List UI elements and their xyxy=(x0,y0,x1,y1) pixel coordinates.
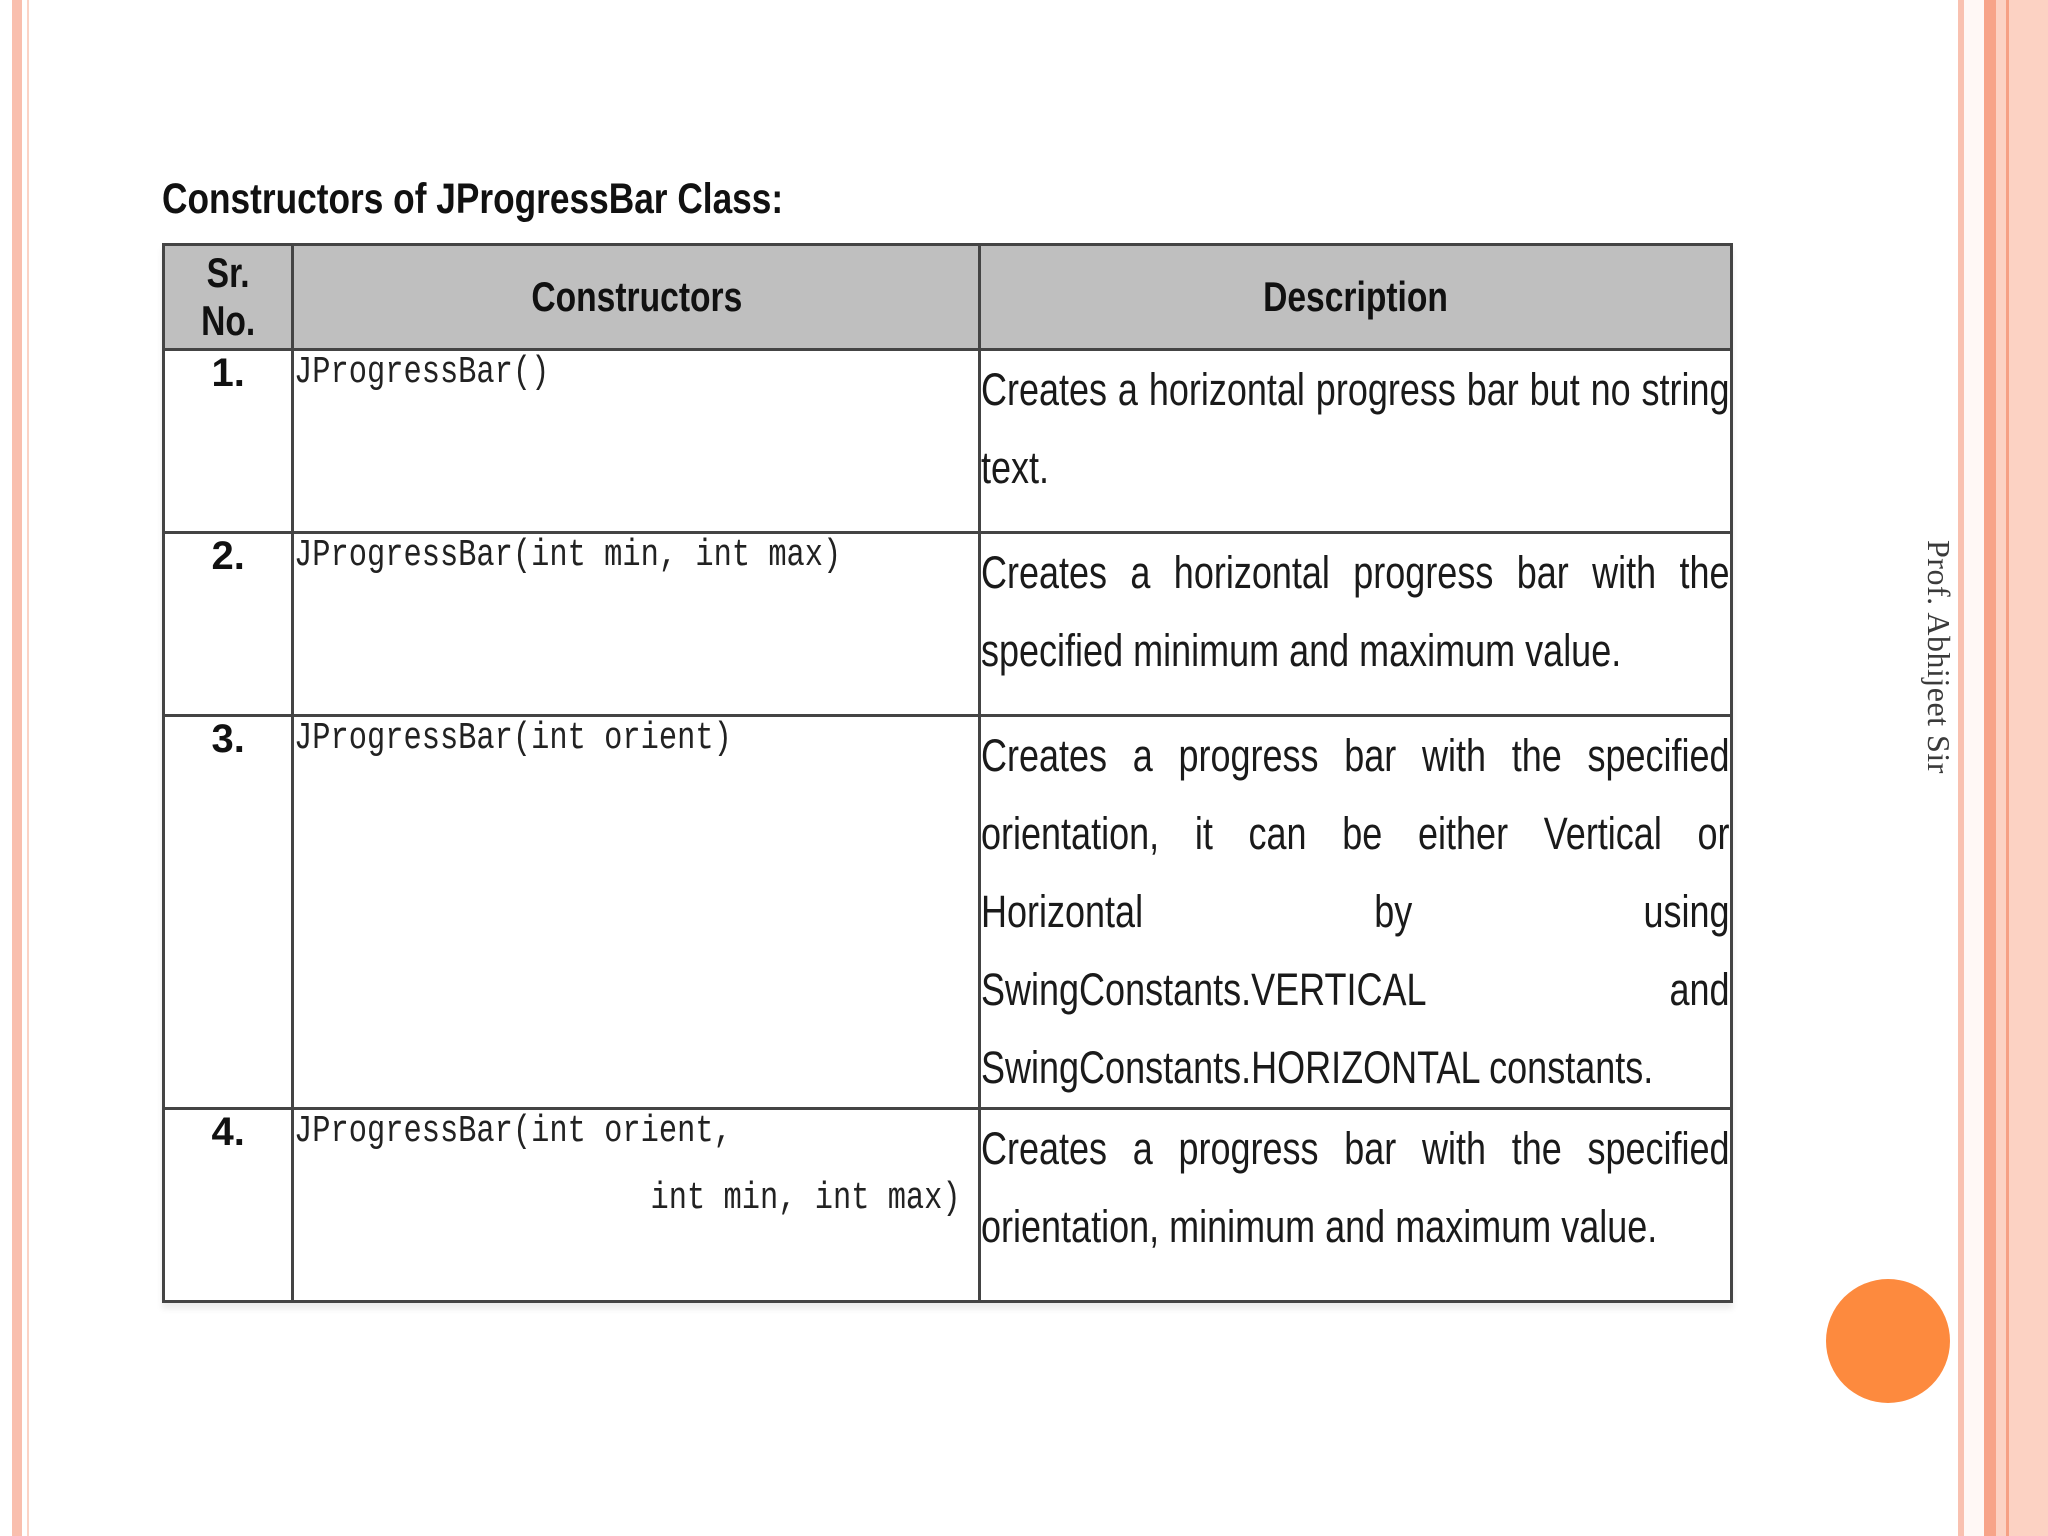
cell-constructor xyxy=(293,350,980,533)
table-row xyxy=(164,1109,1732,1302)
description-text: Creates a progress bar with the specified orientation, minimum and maximum value. xyxy=(981,1123,1730,1252)
header-constructors: Constructors xyxy=(293,245,980,350)
slide-border-right-band xyxy=(1984,0,1996,1536)
cell-sr-no: 2. xyxy=(164,533,293,716)
cell-constructor xyxy=(293,716,980,1109)
header-description: Description xyxy=(980,245,1732,350)
cell-sr-no: 4. xyxy=(164,1109,293,1302)
constructors-table xyxy=(162,243,1733,1303)
description-text: Creates a progress bar with the specified orientation, it can be either Vertical or Horizontal by using SwingConstants.VERTICAL and SwingConstants.HORIZONTAL constants. xyxy=(981,730,1730,1093)
cell-description xyxy=(980,533,1732,716)
slide-border-left-inner xyxy=(27,0,29,1536)
table-row xyxy=(164,716,1732,1109)
constructor-signature: JProgressBar(int orient, xyxy=(294,1110,733,1153)
orange-circle-decoration xyxy=(1826,1279,1950,1403)
constructor-signature: JProgressBar(int orient) xyxy=(294,717,733,760)
cell-sr-no: 1. xyxy=(164,350,293,533)
cell-description xyxy=(980,1109,1732,1302)
cell-sr-no: 3. xyxy=(164,716,293,1109)
author-side-label: Prof. Abhijeet Sir xyxy=(1921,540,1957,774)
header-sr-no: Sr. No. xyxy=(164,245,293,350)
table-row xyxy=(164,533,1732,716)
constructor-signature: JProgressBar() xyxy=(294,351,550,394)
constructor-signature-continued: int min, int max) xyxy=(650,1177,961,1220)
table-header-row xyxy=(164,245,1732,350)
slide-heading: Constructors of JProgressBar Class: xyxy=(162,175,784,223)
table-row xyxy=(164,350,1732,533)
description-text: Creates a horizontal progress bar with the specified minimum and maximum value. xyxy=(981,547,1730,676)
cell-constructor xyxy=(293,1109,980,1302)
slide-border-right-fill xyxy=(1996,0,2048,1536)
slide-border-left xyxy=(12,0,22,1536)
constructor-signature: JProgressBar(int min, int max) xyxy=(294,534,842,577)
cell-constructor xyxy=(293,533,980,716)
cell-description xyxy=(980,350,1732,533)
cell-description xyxy=(980,716,1732,1109)
slide-border-right-gap xyxy=(1964,0,1984,1536)
description-text: Creates a horizontal progress bar but no string text. xyxy=(981,364,1730,493)
slide-border-right-stripe xyxy=(2006,0,2009,1536)
